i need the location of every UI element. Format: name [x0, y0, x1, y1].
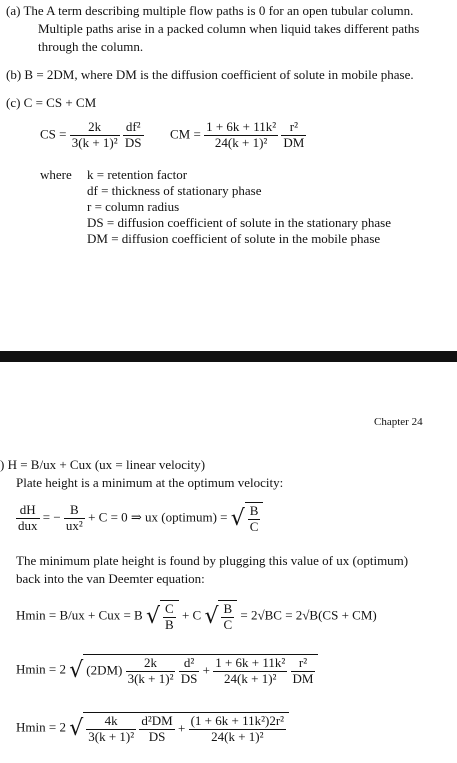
hmin1-f2-num: B [223, 601, 233, 616]
hmin2-a-den: 3(k + 1)² [127, 670, 174, 686]
hmin1-f1 [163, 602, 176, 633]
item-a-line1: (a) The A term describing multiple flow paths is 0 for an open tubular column. [6, 3, 414, 18]
hmin2-d [291, 656, 316, 687]
cs-frac2-den: DS [124, 134, 142, 150]
item-c: (c) C = CS + CM [6, 95, 97, 110]
hmin1-f1-num: C [165, 601, 174, 616]
hmin3-b-num: d²DM [141, 713, 173, 728]
deriv-lhs-den: dux [18, 517, 38, 533]
hmin1-plus: + C [181, 607, 202, 623]
hmin1-label: Hmin = B/ux + Cux = B [16, 607, 143, 623]
hmin-equation-2 [16, 654, 318, 687]
deriv-b-den: ux² [65, 517, 83, 533]
hmin3-b [139, 714, 174, 745]
deriv-lhs-num: dH [16, 503, 40, 519]
hmin3-a-den: 3(k + 1)² [88, 728, 135, 744]
hmin2-c [213, 656, 287, 687]
sqrt-bc-den: C [249, 518, 259, 534]
cm-frac1-den: 24(k + 1)² [214, 134, 268, 150]
where-item: DM = diffusion coefficient of solute in the mobile phase [87, 231, 381, 246]
hmin2-b-num: d² [179, 656, 200, 672]
hmin2-d-num: r² [291, 656, 316, 672]
radical-icon: √ [145, 603, 161, 629]
hmin3-c-den: 24(k + 1)² [211, 728, 264, 744]
cm-fraction-1 [204, 120, 278, 151]
deriv-b [64, 503, 85, 534]
hmin3-c [189, 714, 286, 745]
cm-equation [170, 120, 306, 151]
hmin2-b-den: DS [180, 670, 198, 686]
hmin1-f2-den: C [223, 616, 233, 632]
where-label: where [40, 167, 72, 182]
radical-icon: √ [230, 505, 245, 531]
cm-label: CM = [170, 126, 201, 142]
hmin-equation-3 [16, 712, 289, 745]
hmin2-label: Hmin = 2 [16, 661, 66, 677]
hmin3-label: Hmin = 2 [16, 719, 66, 735]
radical-icon: √ [69, 715, 84, 741]
page-divider [0, 351, 457, 362]
plus-sign: + [177, 720, 186, 736]
hmin2-a [126, 656, 176, 687]
chapter-label: Chapter 24 [374, 416, 423, 428]
hmin1-f1-den: B [165, 616, 174, 632]
hmin2-c-num: 1 + 6k + 11k² [215, 655, 286, 670]
deriv-lhs [16, 503, 40, 534]
cm-fraction-2 [281, 120, 306, 151]
deriv-rest: + C = 0 ⇒ ux (optimum) = [88, 509, 228, 525]
cs-frac1-den: 3(k + 1)² [71, 134, 118, 150]
item-a-line2: Multiple paths arise in a packed column when liquid takes different paths [38, 21, 420, 36]
hmin3-b-den: DS [148, 728, 166, 744]
where-item: DS = diffusion coefficient of solute in the stationary phase [87, 215, 391, 230]
hmin2-d-den: DM [292, 670, 314, 686]
eq-h: ) H = B/ux + Cux (ux = linear velocity) [0, 457, 206, 472]
sqrt-bc [248, 504, 261, 535]
bottom-page [0, 362, 457, 763]
cm-frac1-num: 1 + 6k + 11k² [206, 119, 277, 134]
hmin1-tail: = 2√BC = 2√B(CS + CM) [240, 607, 377, 623]
hmin2-c-den: 24(k + 1)² [224, 670, 277, 686]
hmin3-a [86, 714, 136, 745]
radical-icon: √ [69, 657, 84, 683]
top-page [0, 0, 457, 351]
text-min-2: back into the van Deemter equation: [16, 571, 205, 586]
text-min-1: The minimum plate height is found by plugging this value of ux (optimum) [16, 553, 409, 568]
where-item: r = column radius [87, 199, 180, 214]
hmin2-dm: (2DM) [86, 662, 123, 678]
cm-frac2-den: DM [283, 134, 305, 150]
cs-label: CS = [40, 126, 67, 142]
radical-icon: √ [204, 603, 219, 629]
where-item: df = thickness of stationary phase [87, 183, 262, 198]
derivative-equation [16, 502, 263, 535]
item-b: (b) B = 2DM, where DM is the diffusion coefficient of solute in mobile phase. [6, 67, 414, 82]
item-a-line3: through the column. [38, 39, 144, 54]
cs-frac2-num: df² [123, 120, 144, 136]
cs-fraction-2 [123, 120, 144, 151]
sqrt-bc-num: B [249, 503, 259, 518]
hmin2-a-num: 2k [126, 656, 176, 672]
plus-sign: + [202, 662, 210, 678]
hmin-equation-1 [16, 600, 377, 633]
cs-frac1-num: 2k [70, 120, 120, 136]
cm-frac2-num: r² [281, 120, 306, 136]
hmin3-a-num: 4k [86, 714, 136, 730]
cs-equation [40, 120, 144, 151]
hmin1-f2 [221, 602, 234, 633]
deriv-mid: = − [42, 509, 61, 525]
deriv-b-num: B [64, 503, 85, 519]
hmin2-b [179, 656, 200, 687]
cs-fraction-1 [70, 120, 120, 151]
hmin3-c-num: (1 + 6k + 11k²)2r² [190, 713, 285, 728]
where-item: k = retention factor [87, 167, 188, 182]
text-minimum: Plate height is a minimum at the optimum velocity: [16, 475, 284, 490]
